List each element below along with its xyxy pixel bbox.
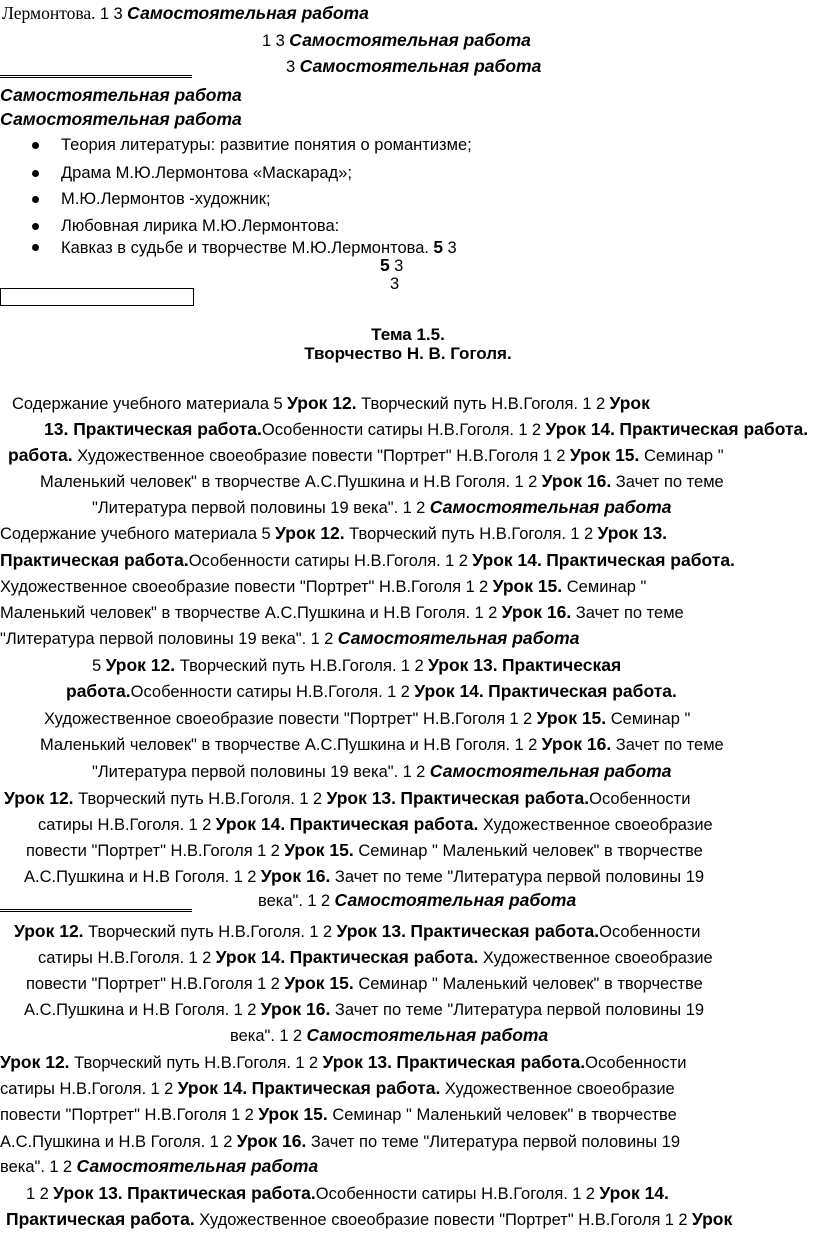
table-border: [0, 909, 192, 912]
lesson-line: Маленький человек" в творчестве А.С.Пушкина и Н.В Гоголя. 1 2 Урок 16. Зачет по теме: [40, 471, 724, 491]
lesson-line: А.С.Пушкина и Н.В Гоголя. 1 2 Урок 16. Зачет по теме "Литература первой половины 19: [24, 866, 705, 886]
lesson-line: 13. Практическая работа.Особенности сатиры Н.В.Гоголя. 1 2 Урок 14. Практическая работа.: [44, 419, 809, 439]
lesson-line: Содержание учебного материала 5 Урок 12. Творческий путь Н.В.Гоголя. 1 2 Урок: [12, 393, 650, 413]
topic-item: М.Ю.Лермонтов -художник;: [61, 190, 271, 208]
lesson-line: "Литература первой половины 19 века". 1 2 Самостоятельная работа: [0, 628, 580, 648]
self-work-line-2: Самостоятельная работа: [0, 109, 242, 129]
theme-number: Тема 1.5.: [371, 325, 445, 344]
bullet-icon: [32, 223, 39, 230]
glyph-row: 5 3: [380, 255, 404, 275]
table-border: [0, 75, 192, 78]
header-line-3: 3 Самостоятельная работа: [286, 56, 542, 76]
lesson-line: Художественное своеобразие повести "Портрет" Н.В.Гоголя 1 2 Урок 15. Семинар ": [44, 708, 691, 728]
lesson-line: Урок 12. Творческий путь Н.В.Гоголя. 1 2 Урок 13. Практическая работа.Особенности: [4, 788, 691, 808]
topic-item: Кавказ в судьбе и творчестве М.Ю.Лермонтова. 5 3: [61, 237, 457, 257]
lesson-line: сатиры Н.В.Гоголя. 1 2 Урок 14. Практическая работа. Художественное своеобразие: [38, 814, 713, 834]
lesson-line: века". 1 2 Самостоятельная работа: [258, 890, 577, 910]
header-line-2: 1 3 Самостоятельная работа: [262, 30, 531, 50]
lesson-line: Урок 12. Творческий путь Н.В.Гоголя. 1 2 Урок 13. Практическая работа.Особенности: [0, 1052, 687, 1072]
bullet-icon: [32, 196, 39, 203]
glyph-row: 3: [390, 275, 400, 293]
lesson-line: "Литература первой половины 19 века". 1 2 Самостоятельная работа: [92, 497, 672, 517]
lesson-line: Практическая работа. Художественное своеобразие повести "Портрет" Н.В.Гоголя 1 2 Урок: [6, 1209, 733, 1229]
theme-title: Творчество Н. В. Гоголя.: [304, 344, 512, 363]
bullet-icon: [32, 244, 39, 251]
topic-item: Теория литературы: развитие понятия о романтизме;: [61, 136, 472, 154]
lesson-line: повести "Портрет" Н.В.Гоголя 1 2 Урок 15. Семинар " Маленький человек" в творчестве: [26, 973, 703, 993]
lesson-line: Урок 12. Творческий путь Н.В.Гоголя. 1 2 Урок 13. Практическая работа.Особенности: [14, 921, 701, 941]
lesson-line: Практическая работа.Особенности сатиры Н.В.Гоголя. 1 2 Урок 14. Практическая работа.: [0, 550, 735, 570]
topic-item: Любовная лирика М.Ю.Лермонтова:: [61, 217, 340, 235]
lesson-line: Содержание учебного материала 5 Урок 12. Творческий путь Н.В.Гоголя. 1 2 Урок 13.: [0, 523, 668, 543]
lesson-line: работа. Художественное своеобразие повести "Портрет" Н.В.Гоголя 1 2 Урок 15. Семинар ": [8, 445, 724, 465]
self-work-line-1: Самостоятельная работа: [0, 85, 242, 105]
lesson-line: Маленький человек" в творчестве А.С.Пушкина и Н.В Гоголя. 1 2 Урок 16. Зачет по теме: [40, 734, 724, 754]
lesson-line: сатиры Н.В.Гоголя. 1 2 Урок 14. Практическая работа. Художественное своеобразие: [0, 1078, 675, 1098]
table-cell-box: [0, 288, 194, 306]
lesson-line: века". 1 2 Самостоятельная работа: [230, 1025, 549, 1045]
lesson-line: повести "Портрет" Н.В.Гоголя 1 2 Урок 15. Семинар " Маленький человек" в творчестве: [0, 1104, 677, 1124]
bullet-icon: [32, 170, 39, 177]
header-line-1: Лермонтова. 1 3 Самостоятельная работа: [2, 3, 369, 23]
lesson-line: Художественное своеобразие повести "Портрет" Н.В.Гоголя 1 2 Урок 15. Семинар ": [0, 576, 647, 596]
topic-item: Драма М.Ю.Лермонтова «Маскарад»;: [61, 164, 352, 182]
lesson-line: 1 2 Урок 13. Практическая работа.Особенности сатиры Н.В.Гоголя. 1 2 Урок 14.: [26, 1183, 669, 1203]
lesson-line: 5 Урок 12. Творческий путь Н.В.Гоголя. 1 2 Урок 13. Практическая: [92, 655, 622, 675]
bullet-icon: [32, 142, 39, 149]
lesson-line: А.С.Пушкина и Н.В Гоголя. 1 2 Урок 16. Зачет по теме "Литература первой половины 19: [24, 999, 705, 1019]
lesson-line: работа.Особенности сатиры Н.В.Гоголя. 1 2 Урок 14. Практическая работа.: [66, 681, 677, 701]
lesson-line: сатиры Н.В.Гоголя. 1 2 Урок 14. Практическая работа. Художественное своеобразие: [38, 947, 713, 967]
lesson-line: "Литература первой половины 19 века". 1 2 Самостоятельная работа: [92, 761, 672, 781]
lesson-line: Маленький человек" в творчестве А.С.Пушкина и Н.В Гоголя. 1 2 Урок 16. Зачет по теме: [0, 602, 684, 622]
lesson-line: века". 1 2 Самостоятельная работа: [0, 1156, 319, 1176]
lesson-line: повести "Портрет" Н.В.Гоголя 1 2 Урок 15. Семинар " Маленький человек" в творчестве: [26, 840, 703, 860]
lesson-line: А.С.Пушкина и Н.В Гоголя. 1 2 Урок 16. Зачет по теме "Литература первой половины 19: [0, 1131, 681, 1151]
